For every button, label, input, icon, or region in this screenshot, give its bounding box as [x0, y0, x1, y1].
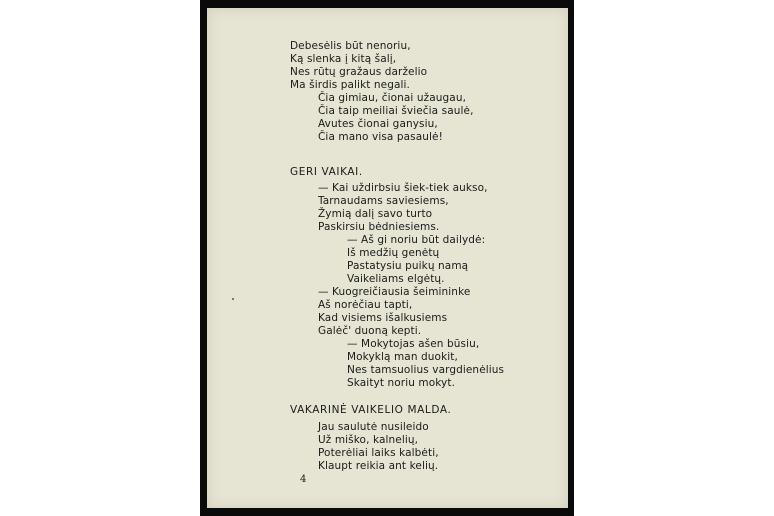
verse-line: Ką slenka į kitą šalį, — [290, 53, 397, 65]
verse-line: Už miško, kalnelių, — [318, 434, 419, 446]
verse-line: Nes rūtų gražaus darželio — [290, 66, 428, 78]
verse-line: Čia mano visa pasaulė! — [318, 131, 443, 143]
book-page — [207, 8, 568, 508]
poem-title: VAKARINĖ VAIKELIO MALDA. — [290, 404, 452, 416]
verse-line: Klaupt reikia ant kelių. — [318, 460, 439, 472]
verse-line: — Mokytojas ašen būsiu, — [347, 338, 480, 350]
verse-line: Galėč' duoną kepti. — [318, 325, 422, 337]
verse-line: Ma širdis palikt negali. — [290, 79, 410, 91]
verse-line: Jau saulutė nusileido — [318, 421, 429, 433]
verse-line: Kad visiems išalkusiems — [318, 312, 448, 324]
verse-line: Avutes čionai ganysiu, — [318, 118, 438, 130]
verse-line: Iš medžių genėtų — [347, 247, 440, 259]
verse-line: Pastatysiu puikų namą — [347, 260, 469, 272]
verse-line: Čia gimiau, čionai užaugau, — [318, 92, 467, 104]
verse-line: Tarnaudams saviesiems, — [318, 195, 449, 207]
verse-line: Debesėlis būt nenoriu, — [290, 40, 411, 52]
verse-line: Paskirsiu bėdniesiems. — [318, 221, 440, 233]
verse-line: Nes tamsuolius vargdienėlius — [347, 364, 505, 376]
verse-line: Čia taip meiliai šviečia saulė, — [318, 105, 474, 117]
verse-line: Skaityt noriu mokyt. — [347, 377, 456, 389]
paper-speck — [232, 298, 234, 300]
poem-title: GERI VAIKAI. — [290, 166, 363, 178]
verse-line: Aš norėčiau tapti, — [318, 299, 413, 311]
verse-line: — Kuogreičiausia šeimininke — [318, 286, 471, 298]
verse-line: — Aš gi noriu būt dailydė: — [347, 234, 486, 246]
verse-line: Poterėliai laiks kalbėti, — [318, 447, 439, 459]
verse-line: Žymią dalį savo turto — [318, 208, 433, 220]
verse-line: Mokyklą man duokit, — [347, 351, 458, 363]
page-number: 4 — [300, 474, 307, 485]
scan-background — [200, 0, 574, 516]
verse-line: Vaikeliams elgėtų. — [347, 273, 445, 285]
verse-line: — Kai uždirbsiu šiek-tiek aukso, — [318, 182, 488, 194]
